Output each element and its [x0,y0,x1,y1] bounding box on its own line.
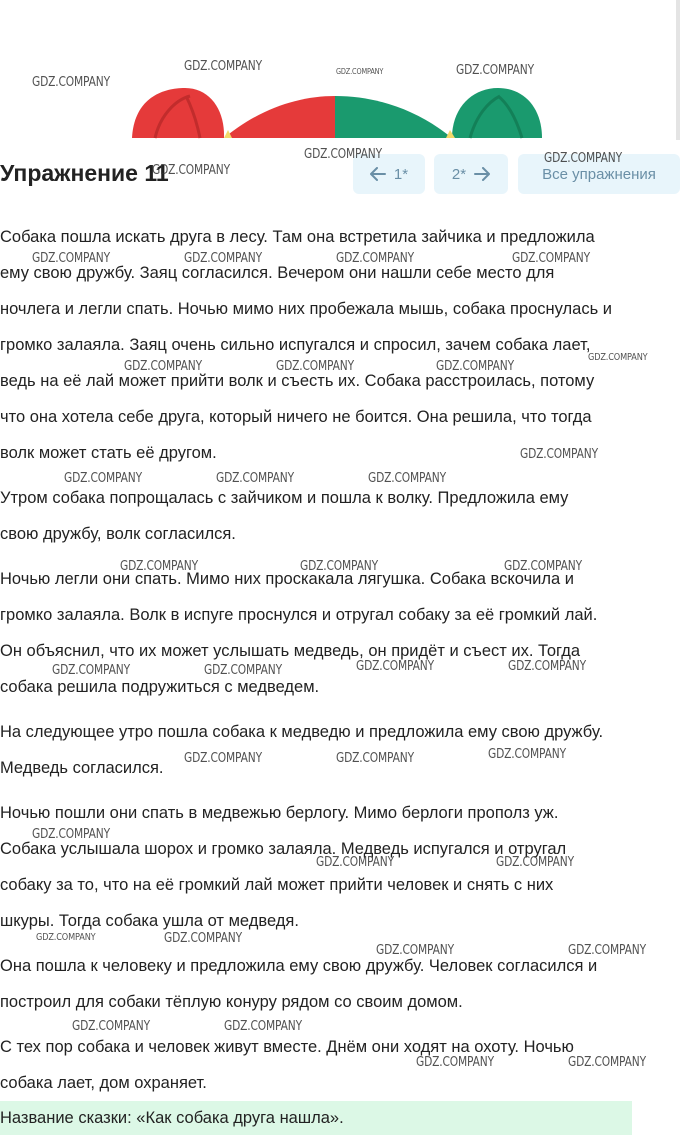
text-line: Ночью легли они спать. Мимо них проскакала лягушка. Собака вскочила и [0,570,574,588]
watermark: GDZ.COMPANY [36,932,96,943]
watermark: GDZ.COMPANY [356,659,434,674]
watermark: GDZ.COMPANY [376,943,454,958]
watermark: GDZ.COMPANY [32,75,110,90]
text-line: свою дружбу, волк согласился. [0,525,236,543]
text-line: ведь на её лай может прийти волк и съесть их. Собака расстроилась, потому [0,372,595,390]
text-line: громко залаяла. Заяц очень сильно испугался и спросил, зачем собака лает, [0,336,591,354]
watermark: GDZ.COMPANY [164,931,242,946]
text-line: шкуры. Тогда собака ушла от медведя. [0,912,299,930]
text-line: ему свою дружбу. Заяц согласился. Вечером они нашли себе место для [0,264,555,282]
watermark: GDZ.COMPANY [512,251,590,266]
watermark: GDZ.COMPANY [304,147,382,162]
watermark: GDZ.COMPANY [52,663,130,678]
watermark: GDZ.COMPANY [368,471,446,486]
watermark: GDZ.COMPANY [216,471,294,486]
watermark: GDZ.COMPANY [336,751,414,766]
watermark: GDZ.COMPANY [488,747,566,762]
watermark: GDZ.COMPANY [152,163,230,178]
watermark: GDZ.COMPANY [520,447,598,462]
banner-red-leaf [132,88,224,138]
watermark: GDZ.COMPANY [336,251,414,266]
watermark: GDZ.COMPANY [276,359,354,374]
text-line: Он объяснил, что их может услышать медведь, он придёт и съест их. Тогда [0,642,581,660]
arrow-left-icon [370,167,386,181]
text-line: ночлега и легли спать. Ночью мимо них пробежала мышь, собака проснулась и [0,300,613,318]
watermark: GDZ.COMPANY [568,1055,646,1070]
watermark: GDZ.COMPANY [544,151,622,166]
text-line: На следующее утро пошла собака к медведю и предложила ему свою дружбу. [0,723,604,741]
watermark: GDZ.COMPANY [508,659,586,674]
watermark: GDZ.COMPANY [32,251,110,266]
banner-green-leaf [452,88,542,138]
watermark: GDZ.COMPANY [204,663,282,678]
text-line: построил для собаки тёплую конуру рядом со своим домом. [0,993,463,1011]
watermark: GDZ.COMPANY [120,559,198,574]
watermark: GDZ.COMPANY [436,359,514,374]
text-line: Собака пошла искать друга в лесу. Там она встретила зайчика и предложила [0,228,595,246]
page-title: Упражнение 11 [0,160,169,186]
text-line: что она хотела себе друга, который ничего не боится. Она решила, что тогда [0,408,592,426]
watermark: GDZ.COMPANY [568,943,646,958]
watermark: GDZ.COMPANY [316,855,394,870]
text-line: Медведь согласился. [0,759,164,777]
text-line: собака решила подружиться с медведем. [0,678,320,696]
next-exercise-button[interactable] [434,154,508,194]
watermark: GDZ.COMPANY [504,559,582,574]
text-line: Она пошла к человеку и предложила ему свою дружбу. Человек согласился и [0,957,598,975]
answer-highlight: Название сказки: «Как собака друга нашла». [0,1101,632,1135]
watermark: GDZ.COMPANY [184,59,262,74]
next-exercise-label: 2* [451,165,467,183]
watermark: GDZ.COMPANY [184,251,262,266]
watermark: GDZ.COMPANY [184,751,262,766]
text-line: Утром собака попрощалась с зайчиком и пошла к волку. Предложила ему [0,489,569,507]
watermark: GDZ.COMPANY [336,67,384,76]
prev-exercise-label: 1* [393,165,409,183]
text-line: собаку за то, что на её громкий лай может прийти человек и снять с них [0,876,554,894]
text-line: громко залаяла. Волк в испуге проснулся и отругал собаку за её громкий лай. [0,606,598,624]
watermark: GDZ.COMPANY [224,1019,302,1034]
watermark: GDZ.COMPANY [456,63,534,78]
banner-red-arc [224,96,335,138]
watermark: GDZ.COMPANY [72,1019,150,1034]
text-line: собака лает, дом охраняет. [0,1074,207,1092]
watermark: GDZ.COMPANY [588,352,648,363]
watermark: GDZ.COMPANY [300,559,378,574]
text-line: Ночью пошли они спать в медвежью берлогу. Мимо берлоги прополз уж. [0,804,559,822]
watermark: GDZ.COMPANY [64,471,142,486]
banner-green-arc [335,96,452,138]
all-exercises-label: Все упражнения [542,165,656,183]
text-line: волк может стать её другом. [0,444,217,462]
text-line: С тех пор собака и человек живут вместе. Днём они ходят на охоту. Ночью [0,1038,574,1056]
watermark: GDZ.COMPANY [416,1055,494,1070]
text-line: Собака услышала шорох и громко залаяла. Медведь испугался и отругал [0,840,567,858]
watermark: GDZ.COMPANY [124,359,202,374]
watermark: GDZ.COMPANY [496,855,574,870]
arrow-right-icon [474,167,490,181]
watermark: GDZ.COMPANY [32,827,110,842]
